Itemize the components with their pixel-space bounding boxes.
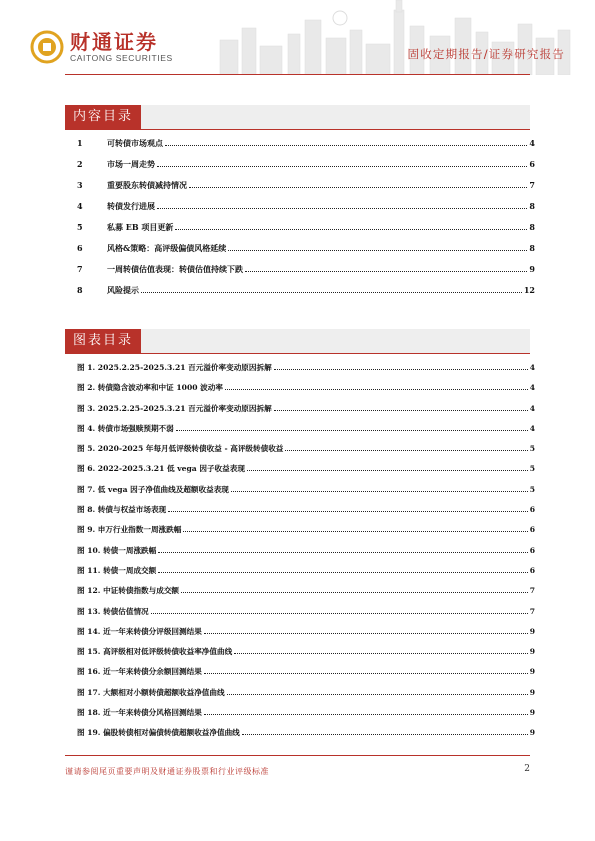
figure-entry[interactable] [77, 362, 535, 382]
contents-section-header [65, 105, 530, 130]
figures-list [77, 362, 535, 748]
figure-entry[interactable] [77, 687, 535, 707]
toc-entry-page: 8 [529, 201, 535, 211]
toc-entry-number: 7 [77, 264, 83, 274]
figure-entry[interactable] [77, 707, 535, 727]
figure-entry-page: 7 [529, 586, 535, 596]
company-logo [30, 30, 173, 64]
figure-entry[interactable] [77, 443, 535, 463]
figure-entry-title: 图 16. 近一年来转债分余额回测结果 [77, 667, 202, 677]
toc-entry-title: 可转债市场观点 [107, 138, 163, 148]
toc-entry-number: 6 [77, 243, 83, 253]
dot-leader [158, 552, 527, 553]
toc-entry[interactable] [77, 264, 535, 285]
toc-entry-page: 4 [529, 138, 535, 148]
figure-entry-page: 9 [529, 667, 535, 677]
figure-entry-page: 9 [529, 626, 535, 636]
figure-entry[interactable] [77, 484, 535, 504]
contents-list [77, 138, 535, 306]
toc-entry-page: 12 [523, 285, 535, 295]
toc-entry-page: 7 [529, 180, 535, 190]
figure-entry-page: 4 [529, 423, 535, 433]
figure-entry-title: 图 17. 大额相对小额转债超额收益净值曲线 [77, 687, 225, 697]
figure-entry-page: 6 [529, 545, 535, 555]
figure-entry[interactable] [77, 585, 535, 605]
figure-entry-page: 9 [529, 708, 535, 718]
figure-entry-page: 4 [529, 403, 535, 413]
dot-leader [274, 369, 528, 370]
toc-entry-number: 1 [77, 138, 83, 148]
figure-entry-title: 图 6. 2022-2025.3.21 低 vega 因子收益表现 [77, 464, 245, 474]
dot-leader [227, 694, 528, 695]
figures-title: 图表目录 [65, 329, 141, 353]
figure-entry[interactable] [77, 463, 535, 483]
dot-leader [157, 208, 527, 209]
toc-entry-title: 重要股东转债减持情况 [107, 180, 187, 190]
dot-leader [204, 633, 528, 634]
figure-entry-title: 图 9. 申万行业指数一周涨跌幅 [77, 525, 182, 535]
toc-entry-page: 9 [529, 264, 535, 274]
figure-entry[interactable] [77, 606, 535, 626]
toc-entry-title: 一周转债估值表现：转债估值持续下跌 [107, 264, 243, 274]
page-header [0, 0, 595, 95]
figure-entry-title: 图 15. 高评级相对低评级转债收益率净值曲线 [77, 647, 233, 657]
dot-leader [168, 511, 528, 512]
figure-entry[interactable] [77, 666, 535, 686]
toc-entry[interactable] [77, 243, 535, 264]
page-number: 2 [524, 764, 530, 774]
dot-leader [228, 250, 527, 251]
logo-emblem-icon [30, 30, 64, 64]
figure-entry-title: 图 14. 近一年来转债分评级回测结果 [77, 626, 202, 636]
dot-leader [274, 410, 528, 411]
toc-entry-number: 2 [77, 159, 83, 169]
figure-entry[interactable] [77, 545, 535, 565]
dot-leader [176, 430, 528, 431]
dot-leader [234, 653, 528, 654]
figure-entry-title: 图 5. 2020-2025 年每月低评级转债收益 - 高评级转债收益 [77, 444, 284, 454]
figure-entry-page: 7 [529, 606, 535, 616]
toc-entry-number: 5 [77, 222, 83, 232]
logo-name-en: CAITONG SECURITIES [70, 53, 173, 63]
figure-entry-title: 图 13. 转债估值情况 [77, 606, 149, 616]
figure-entry[interactable] [77, 504, 535, 524]
toc-entry-number: 3 [77, 180, 83, 190]
toc-entry-page: 8 [529, 222, 535, 232]
figure-entry[interactable] [77, 565, 535, 585]
toc-entry[interactable] [77, 138, 535, 159]
figure-entry-title: 图 11. 转债一周成交额 [77, 565, 157, 575]
footer-disclaimer: 谨请参阅尾页重要声明及财通证券股票和行业评级标准 [65, 767, 269, 776]
dot-leader [165, 145, 527, 146]
dot-leader [189, 187, 527, 188]
figure-entry-title: 图 4. 转债市场强赎预期不弱 [77, 423, 174, 433]
figure-entry-page: 5 [529, 444, 535, 454]
figure-entry-page: 4 [529, 383, 535, 393]
dot-leader [225, 389, 528, 390]
figure-entry[interactable] [77, 403, 535, 423]
toc-entry-title: 风险提示 [107, 285, 139, 295]
figure-entry-title: 图 7. 低 vega 因子净值曲线及超额收益表现 [77, 484, 229, 494]
contents-title: 内容目录 [65, 105, 141, 129]
figure-entry-title: 图 18. 近一年来转债分风格回测结果 [77, 708, 202, 718]
dot-leader [158, 572, 527, 573]
toc-entry[interactable] [77, 222, 535, 243]
figure-entry[interactable] [77, 727, 535, 747]
figure-entry-title: 图 3. 2025.2.25-2025.3.21 百元溢价率变动原因拆解 [77, 403, 272, 413]
toc-entry[interactable] [77, 201, 535, 222]
figure-entry-page: 6 [529, 505, 535, 515]
figure-entry-page: 9 [529, 687, 535, 697]
figure-entry-title: 图 2. 转债隐含波动率和中证 1000 波动率 [77, 383, 223, 393]
dot-leader [204, 714, 528, 715]
figure-entry[interactable] [77, 524, 535, 544]
figure-entry-page: 6 [529, 525, 535, 535]
figure-entry-title: 图 1. 2025.2.25-2025.3.21 百元溢价率变动原因拆解 [77, 363, 272, 372]
figure-entry-title: 图 12. 中证转债指数与成交额 [77, 586, 180, 596]
footer-divider [65, 755, 530, 756]
dot-leader [245, 271, 527, 272]
toc-entry[interactable] [77, 159, 535, 180]
dot-leader [175, 229, 527, 230]
dot-leader [151, 613, 528, 614]
toc-entry-page: 6 [529, 159, 535, 169]
figure-entry-page: 4 [529, 363, 535, 372]
figure-entry-page: 9 [529, 647, 535, 657]
header-divider [65, 74, 530, 75]
figure-entry-title: 图 10. 转债一周涨跌幅 [77, 545, 157, 555]
figure-entry-page: 9 [529, 728, 535, 738]
toc-entry-number: 4 [77, 201, 83, 211]
toc-entry-title: 风格&策略：高评级偏债风格延续 [107, 243, 227, 253]
dot-leader [285, 450, 527, 451]
dot-leader [242, 734, 528, 735]
toc-entry-page: 8 [529, 243, 535, 253]
toc-entry[interactable] [77, 180, 535, 201]
figure-entry-title: 图 8. 转债与权益市场表现 [77, 505, 167, 515]
figure-entry[interactable] [77, 626, 535, 646]
report-type-label: 固收定期报告/证券研究报告 [407, 47, 565, 61]
figure-entry-page: 6 [529, 565, 535, 575]
city-skyline-decoration [180, 0, 595, 75]
toc-entry[interactable] [77, 285, 535, 306]
dot-leader [157, 166, 527, 167]
dot-leader [183, 531, 527, 532]
figure-entry[interactable] [77, 423, 535, 443]
figures-section-header [65, 329, 530, 354]
dot-leader [141, 292, 522, 293]
toc-entry-title: 私募 EB 项目更新 [107, 222, 174, 232]
dot-leader [181, 592, 528, 593]
dot-leader [247, 470, 528, 471]
toc-entry-title: 转债发行进展 [107, 201, 155, 211]
figure-entry-page: 5 [529, 464, 535, 474]
toc-entry-number: 8 [77, 285, 83, 295]
logo-name-cn: 财通证券 [70, 30, 158, 54]
figure-entry-page: 5 [529, 484, 535, 494]
figure-entry[interactable] [77, 382, 535, 402]
figure-entry[interactable] [77, 646, 535, 666]
dot-leader [231, 491, 528, 492]
dot-leader [204, 673, 528, 674]
figure-entry-title: 图 19. 偏股转债相对偏债转债超额收益净值曲线 [77, 728, 240, 738]
toc-entry-title: 市场一周走势 [107, 159, 155, 169]
